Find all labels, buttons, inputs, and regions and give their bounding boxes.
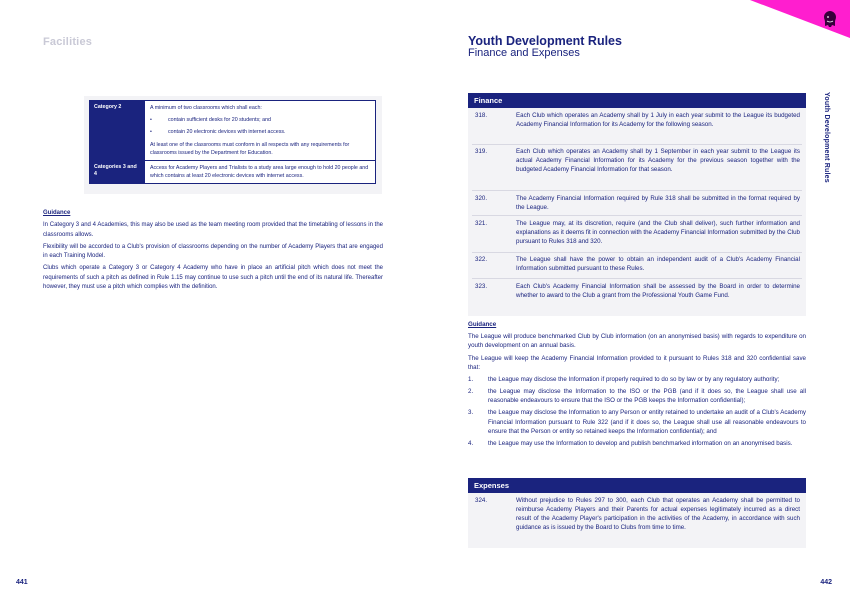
divider — [472, 215, 802, 216]
rule-318 — [475, 112, 800, 130]
page-subtitle: Finance and Expenses — [468, 47, 580, 59]
side-running-label: Youth Development Rules — [823, 92, 830, 183]
right-guidance — [468, 320, 806, 451]
divider — [472, 144, 802, 145]
rule-321 — [475, 220, 800, 247]
rule-number: 324. — [475, 497, 488, 504]
list-number: 4. — [468, 439, 474, 447]
list-text: the League may disclose the Information to any Person or entity retained to undertake an audit of a Club's Academy Financial Information pursuant to Rule 322 (and if it does so, the League shall use all reasonable endeavours to ensure that the Person or entity so retained keeps the Information confidential); and — [488, 409, 806, 435]
lion-crest-icon — [822, 10, 838, 28]
list-text: the League may disclose the Information if properly required to do so by law or by any regulatory authority; — [488, 375, 780, 383]
table-row — [90, 101, 375, 160]
rule-text: The Academy Financial Information required by Rule 318 shall be submitted in the format required by the League. — [516, 195, 800, 211]
list-number: 3. — [468, 409, 474, 417]
list-text: the League may disclose the Information to the ISO or the PGB (and if it does so, the League shall use all reasonable endeavours to ensure that the ISO or the PGB keeps the Information confidential); — [488, 388, 806, 405]
rule-number: 318. — [475, 112, 488, 119]
rule-text: Each Club's Academy Financial Information shall be assessed by the Board in order to determine whether to award to the Club a grant from the Professional Youth Game Fund. — [516, 283, 800, 299]
list-text: the League may use the Information to develop and publish benchmarked information on an anonymised basis. — [488, 439, 793, 447]
rule-323 — [475, 283, 800, 301]
category-outro: At least one of the classrooms must conform in all respects with any requirements for classrooms issued by the Department for Education. — [150, 141, 350, 156]
guidance-paragraph: The League will keep the Academy Financial Information provided to it pursuant to Rules 318 and 320 confidential save that: — [468, 354, 806, 371]
rule-320 — [475, 195, 800, 213]
divider — [472, 252, 802, 253]
category-heading: Category 2 — [90, 101, 145, 160]
list-number: 1. — [468, 375, 474, 383]
page-number-right: 442 — [820, 579, 832, 586]
divider — [472, 278, 802, 279]
rule-text: Each Club which operates an Academy shall by 1 September in each year submit to the League its actual Academy Financial Information for its Academy for the previous season together with the budgeted Academy Financial Information for that season. — [516, 148, 800, 173]
rule-number: 323. — [475, 283, 488, 290]
classroom-category-table — [89, 100, 376, 184]
bullet-text: contain sufficient desks for 20 students; and — [168, 117, 271, 124]
list-item — [150, 116, 370, 124]
list-item — [468, 375, 806, 384]
guidance-paragraph: In Category 3 and 4 Academies, this may also be used as the team meeting room provided that the timetabling of lessons in the classrooms allows. — [43, 222, 383, 238]
guidance-paragraph: Clubs which operate a Category 3 or Category 4 Academy who have in place an artificial pitch which does not meet the requirements of such a pitch as defined in Rule 1.15 may continue to use such a pitch until the end of its natural life. Thereafter however, they must use a pitch which complies with the definition. — [43, 265, 383, 291]
list-item — [150, 128, 370, 136]
expenses-heading: Expenses — [468, 478, 806, 493]
bullet-text: contain 20 electronic devices with internet access. — [168, 129, 286, 136]
rule-number: 320. — [475, 195, 488, 202]
rule-319 — [475, 148, 800, 175]
guidance-paragraph: The League will produce benchmarked Club by Club information (on an anonymised basis) with regards to expenditure on youth development on an annual basis. — [468, 333, 806, 350]
category-description — [145, 161, 375, 183]
section-title-facilities: Facilities — [43, 36, 93, 48]
category-description — [145, 101, 375, 160]
page-number-left: 441 — [16, 579, 28, 586]
guidance-title: Guidance — [468, 321, 497, 328]
guidance-paragraph: Flexibility will be accorded to a Club's provision of classrooms depending on the number of Academy Players that are engaged in each Training Model. — [43, 243, 383, 260]
rule-text: The League may, at its discretion, require (and the Club shall deliver), such further information and explanations as it deems fit in connection with the Academy Financial Information submitted by the Club pursuant to Rules 318 and 320. — [516, 220, 800, 245]
rule-number: 319. — [475, 148, 488, 155]
category-intro: Access for Academy Players and Trialists to a study area large enough to hold 20 people and which contains at least 20 electronic devices with internet access. — [150, 165, 369, 180]
table-row — [90, 160, 375, 183]
list-number: 2. — [468, 388, 474, 396]
category-heading: Categories 3 and 4 — [90, 161, 145, 183]
rule-number: 322. — [475, 256, 488, 263]
guidance-title: Guidance — [43, 210, 71, 216]
page-title: Youth Development Rules — [468, 34, 622, 48]
left-guidance — [43, 209, 383, 295]
rule-324 — [475, 497, 800, 533]
rule-text: Each Club which operates an Academy shall by 1 July in each year submit to the League its budgeted Academy Financial Information for its Academy for the following season. — [516, 112, 800, 128]
category-intro: A minimum of two classrooms which shall each: — [150, 105, 262, 111]
rule-text: Without prejudice to Rules 297 to 300, each Club that operates an Academy shall be permitted to reimburse Academy Players and their Parents for actual expenses legitimately incurred as a direct result of the Academy Player's participation in the activities of the Academy, in accordance with such guidance as is issued by the Board to Clubs from time to time. — [516, 497, 800, 531]
rule-322 — [475, 256, 800, 274]
list-item — [468, 439, 806, 448]
finance-heading: Finance — [468, 93, 806, 108]
list-item — [468, 387, 806, 405]
rule-text: The League shall have the power to obtain an independent audit of a Club's Academy Financial Information submitted pursuant to these Rules. — [516, 256, 800, 272]
divider — [472, 190, 802, 191]
rule-number: 321. — [475, 220, 488, 227]
list-item — [468, 408, 806, 436]
